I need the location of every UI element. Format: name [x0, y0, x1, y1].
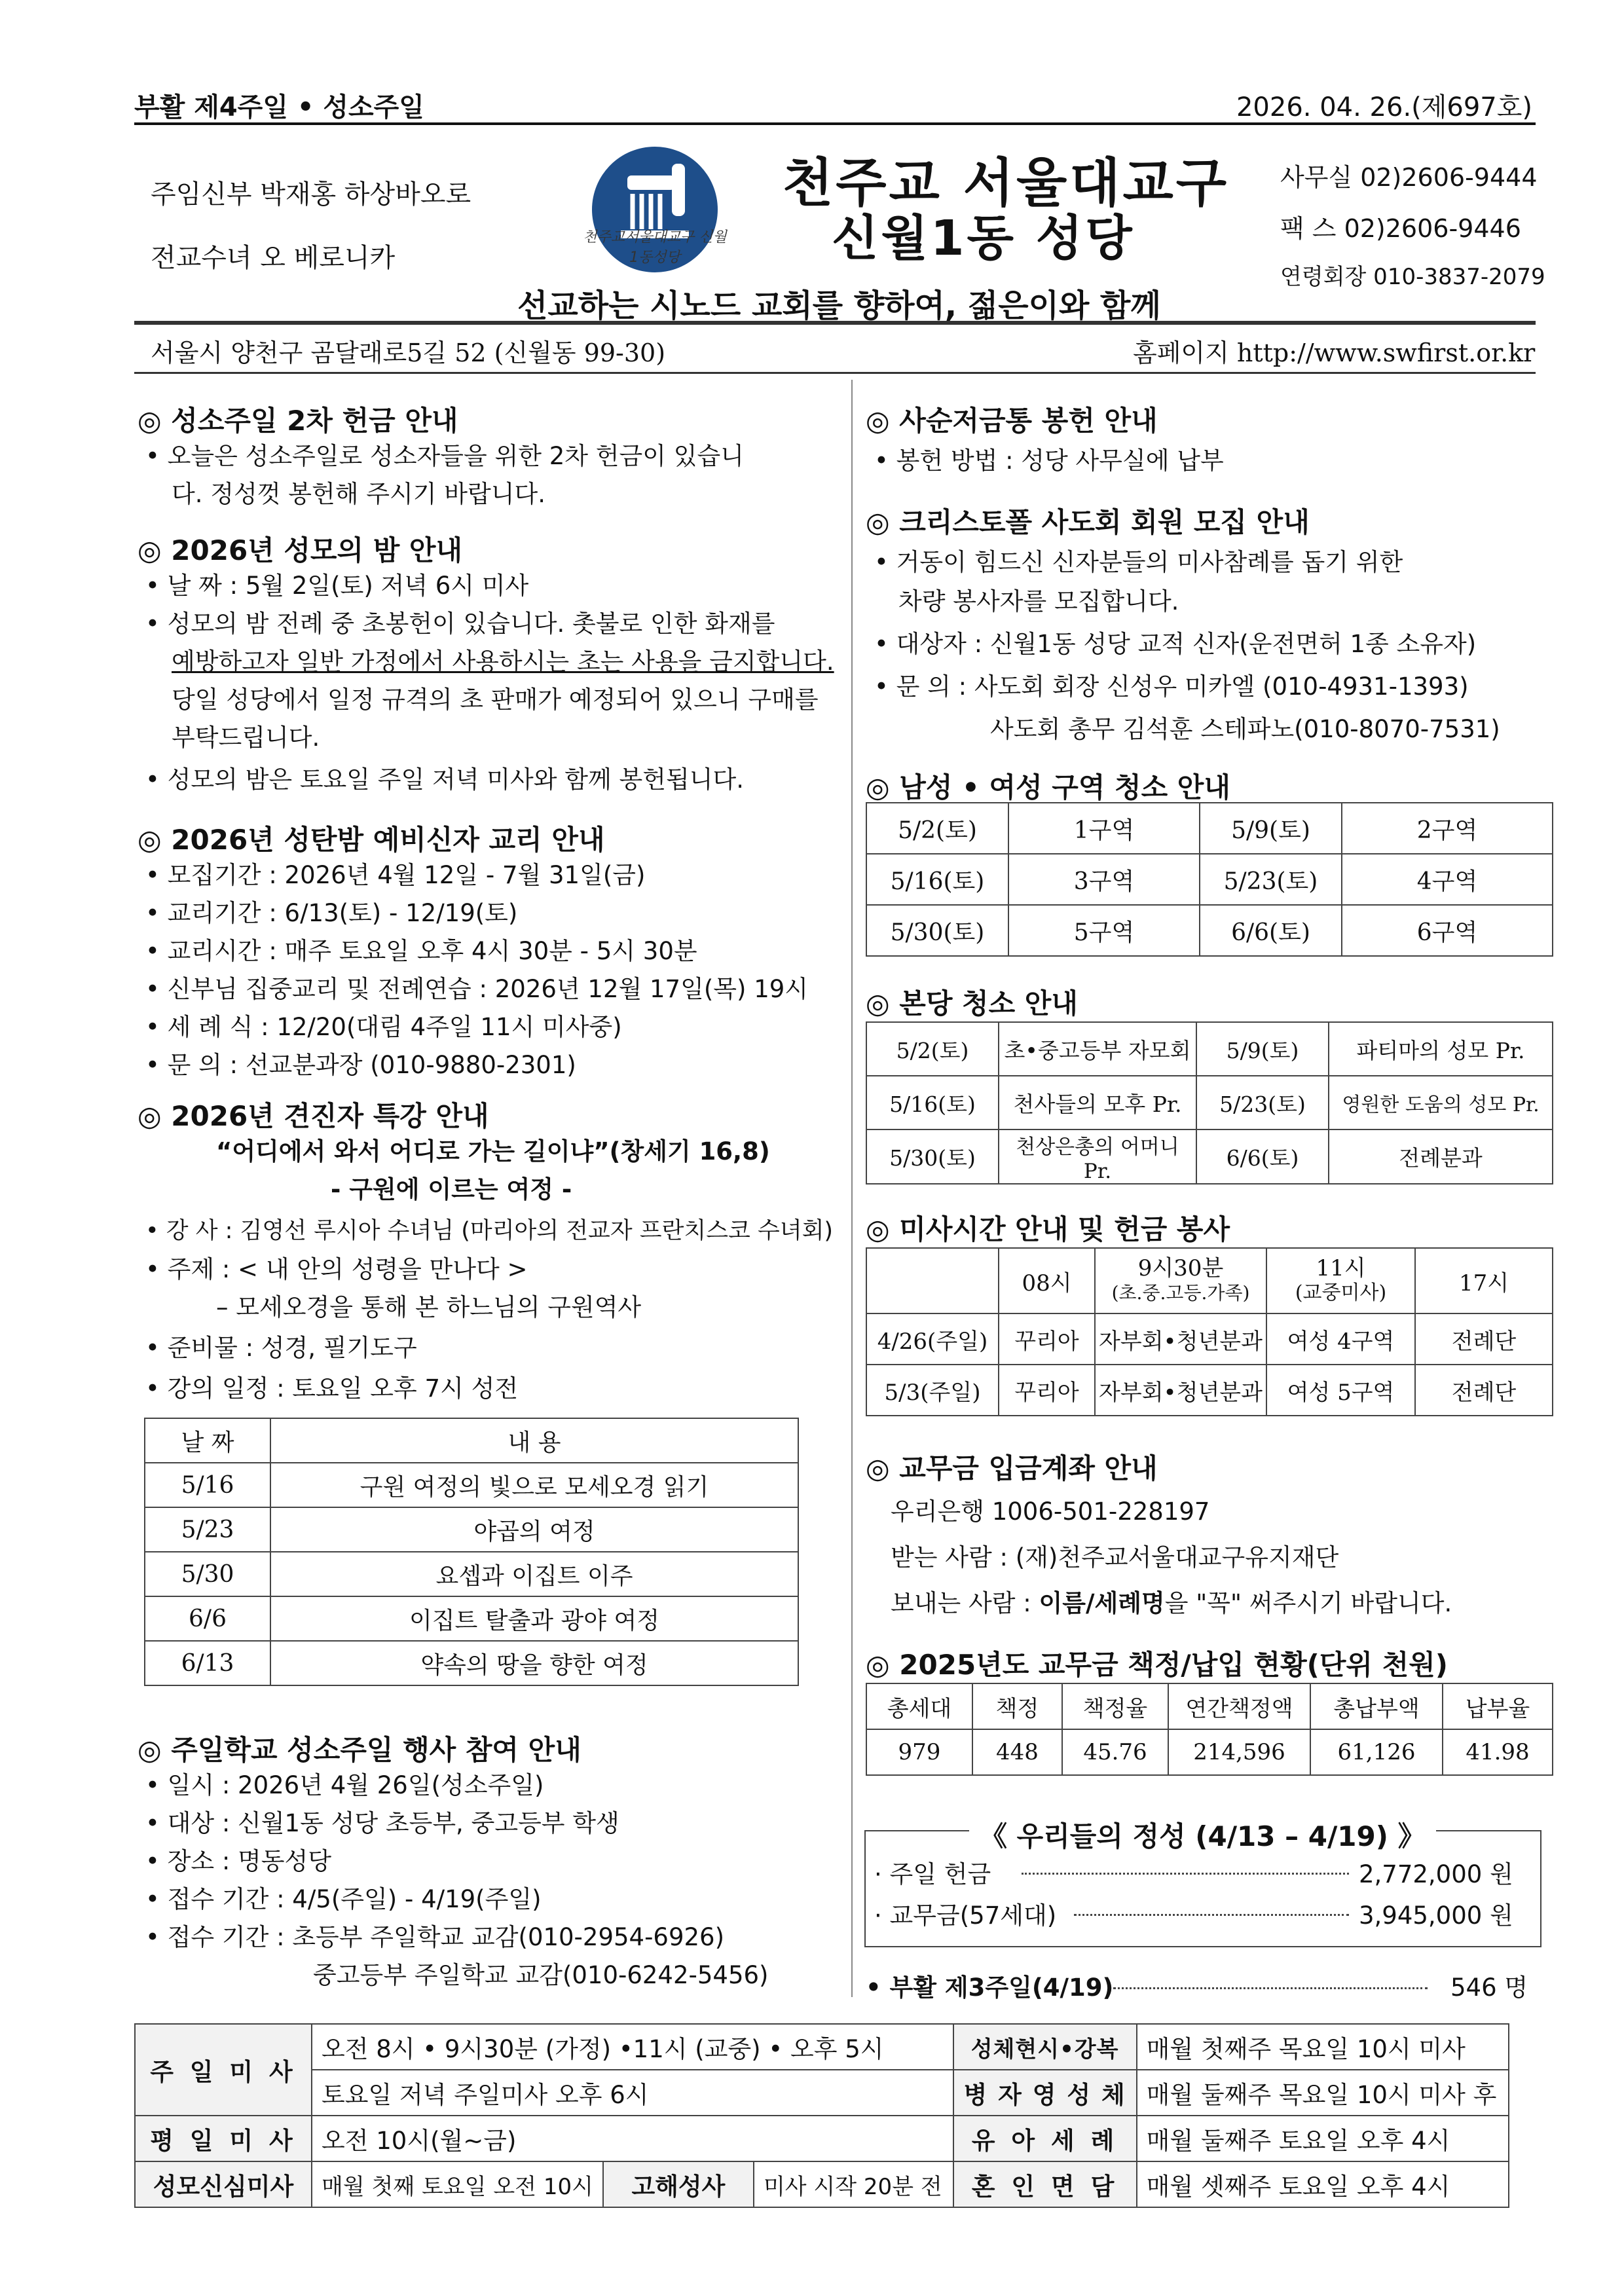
- text-line: • 강 사 : 김영선 루시아 수녀님 (마리아의 전교자 프란치스코 수녀회): [145, 1218, 834, 1244]
- sick-communion-time: 매월 둘째주 목요일 10시 미사 후: [1137, 2070, 1509, 2116]
- table-cell: 천상은총의 어머니 Pr.: [999, 1129, 1196, 1184]
- section-title: ◎ 성소주일 2차 헌금 안내: [138, 405, 458, 437]
- sunday-mass-times: 오전 8시 • 9시30분 (가정) •11시 (교중) • 오후 5시: [312, 2024, 953, 2070]
- attendance-value: 546 명: [1450, 1974, 1528, 2002]
- text-line: • 강의 일정 : 토요일 오후 7시 성전: [145, 1374, 519, 1403]
- infant-baptism-time: 매월 둘째주 토요일 오후 4시: [1137, 2116, 1509, 2161]
- table-cell: 5/9(토): [1200, 803, 1342, 854]
- slogan: 선교하는 시노드 교회를 향하여, 젊은이와 함께: [517, 287, 1161, 324]
- lecture-schedule-table: [144, 1418, 799, 1686]
- table-row: [866, 1129, 1553, 1184]
- text-line: 사도회 총무 김석훈 스테파노(010-8070-7531): [990, 715, 1500, 743]
- table-cell: 979: [866, 1729, 972, 1775]
- table-header: 내 용: [270, 1418, 798, 1463]
- table-header: 08시: [999, 1248, 1095, 1313]
- church-cleaning-table: [866, 1021, 1553, 1184]
- office-phone: 사무실 02)2606-9444: [1280, 163, 1538, 192]
- table-cell: 5/23(토): [1200, 854, 1342, 905]
- text-line: • 일시 : 2026년 4월 26일(성소주일): [145, 1771, 544, 1799]
- table-cell: 5구역: [1008, 905, 1200, 956]
- section-title: ◎ 2026년 성모의 밤 안내: [138, 534, 463, 566]
- text-line: 부탁드립니다.: [172, 724, 320, 752]
- divider: [134, 321, 1536, 325]
- table-cell: 야곱의 여정: [270, 1507, 798, 1552]
- table-header-row: [866, 1248, 1553, 1313]
- text-line: 다. 정성껏 봉헌해 주시기 바랍니다.: [172, 480, 545, 508]
- text-line: • 교리시간 : 매주 토요일 오후 4시 30분 - 5시 30분: [145, 937, 697, 965]
- table-row: [135, 2024, 1509, 2070]
- pastor-name: 주임신부 박재홍 하상바오로: [151, 179, 471, 210]
- marriage-heading: 혼 인 면 담: [953, 2161, 1137, 2207]
- table-header: [866, 1248, 999, 1313]
- text-line: • 대상 : 신월1동 성당 초등부, 중고등부 학생: [145, 1809, 619, 1837]
- offering-value: 3,945,000 원: [1359, 1901, 1513, 1930]
- adoration-heading: 성체현시•강복: [953, 2024, 1137, 2070]
- text-line: • 교리기간 : 6/13(토) - 12/19(토): [145, 899, 518, 927]
- table-cell: 5/16(토): [866, 854, 1008, 905]
- text-line: • 성모의 밤은 토요일 주일 저녁 미사와 함께 봉헌됩니다.: [145, 765, 744, 794]
- attendance-label: • 부활 제3주일(4/19): [866, 1974, 1114, 2002]
- table-row: [866, 854, 1553, 905]
- section-title: ◎ 2025년도 교무금 책정/납입 현황(단위 천원): [866, 1649, 1448, 1681]
- text-line: • 봉헌 방법 : 성당 사무실에 납부: [874, 447, 1224, 475]
- section-title: ◎ 크리스토폴 사도회 회원 모집 안내: [866, 506, 1310, 538]
- issue-week: 부활 제4주일 • 성소주일: [134, 92, 424, 122]
- table-cell: 5/9(토): [1196, 1022, 1329, 1076]
- text-line: • 거동이 힘드신 신자분들의 미사참례를 돕기 위한: [874, 548, 1403, 576]
- table-cell: 꾸리아: [999, 1365, 1095, 1416]
- logo-caption: 천주교서울대교구 신월1동성당: [583, 229, 727, 266]
- confession-heading: 고해성사: [603, 2161, 754, 2207]
- text-line: • 문 의 : 사도회 회장 신성우 미카엘 (010-4931-1393): [874, 672, 1469, 701]
- table-header: 총세대: [866, 1683, 972, 1729]
- table-cell: 초•중고등부 자모회: [999, 1022, 1196, 1076]
- table-row: [145, 1641, 798, 1685]
- table-cell: 41.98: [1443, 1729, 1553, 1775]
- table-row: [866, 1365, 1553, 1416]
- text-line: • 주제 : < 내 안의 성령을 만나다 >: [145, 1255, 528, 1283]
- table-cell: 6/6(토): [1200, 905, 1342, 956]
- table-cell: 5/16(토): [866, 1076, 999, 1129]
- table-header: 연간책정액: [1168, 1683, 1310, 1729]
- tithe-status-table: [866, 1683, 1553, 1776]
- table-row: [866, 1022, 1553, 1076]
- table-row: [145, 1507, 798, 1552]
- table-header: 11시 (교중미사): [1266, 1248, 1415, 1313]
- section-title: ◎ 2026년 견진자 특강 안내: [138, 1100, 489, 1132]
- marian-mass-heading: 성모신심미사: [135, 2161, 312, 2207]
- table-row: [866, 1729, 1553, 1775]
- dot-leader: [1113, 1987, 1428, 1989]
- infant-baptism-heading: 유 아 세 례: [953, 2116, 1137, 2161]
- table-cell: 여성 5구역: [1266, 1365, 1415, 1416]
- table-header: 책정율: [1062, 1683, 1168, 1729]
- table-row: [866, 803, 1553, 854]
- section-title: ◎ 미사시간 안내 및 헌금 봉사: [866, 1213, 1230, 1245]
- table-cell: 이집트 탈출과 광야 여정: [270, 1596, 798, 1641]
- table-cell: 파티마의 성모 Pr.: [1329, 1022, 1553, 1076]
- table-cell: 4구역: [1342, 854, 1553, 905]
- table-header: 날 짜: [145, 1418, 270, 1463]
- table-cell: 전례분과: [1329, 1129, 1553, 1184]
- table-cell: 61,126: [1310, 1729, 1443, 1775]
- offering-label: · 교무금(57세대): [874, 1901, 1057, 1930]
- table-cell: 5/3(주일): [866, 1365, 999, 1416]
- sunday-mass-heading: 주 일 미 사: [135, 2024, 312, 2116]
- divider: [134, 122, 1536, 125]
- marriage-time: 매월 셋째주 토요일 오후 4시: [1137, 2161, 1509, 2207]
- table-cell: 4/26(주일): [866, 1313, 999, 1365]
- text-line: 차량 봉사자를 모집합니다.: [898, 587, 1179, 615]
- weekday-mass-time: 오전 10시(월~금): [312, 2116, 953, 2161]
- text-line: • 날 짜 : 5월 2일(토) 저녁 6시 미사: [145, 572, 529, 600]
- text-line: • 접수 기간 : 초등부 주일학교 교감(010-2954-6926): [145, 1923, 725, 1951]
- text-line: • 신부님 집중교리 및 전례연습 : 2026년 12월 17일(목) 19시: [145, 975, 809, 1003]
- table-cell: 5/2(토): [866, 803, 1008, 854]
- text-line: 예방하고자 일반 가정에서 사용하시는 초는 사용을 금지합니다.: [172, 648, 834, 676]
- table-cell: 6/6: [145, 1596, 270, 1641]
- mass-service-table: [866, 1247, 1553, 1416]
- table-cell: 6구역: [1342, 905, 1553, 956]
- table-cell: 꾸리아: [999, 1313, 1095, 1365]
- weekday-mass-heading: 평 일 미 사: [135, 2116, 312, 2161]
- table-row: [866, 1076, 1553, 1129]
- bank-account: 우리은행 1006-501-228197: [891, 1497, 1210, 1526]
- text-line: 중고등부 주일학교 교감(010-6242-5456): [313, 1961, 769, 1989]
- marian-mass-time: 매월 첫째 토요일 오전 10시: [312, 2161, 603, 2207]
- text-line: • 모집기간 : 2026년 4월 12일 - 7월 31일(금): [145, 861, 646, 889]
- offering-title: 《 우리들의 정성 (4/13 – 4/19) 》: [969, 1815, 1436, 1854]
- table-cell: 천사들의 모후 Pr.: [999, 1076, 1196, 1129]
- table-row: [145, 1463, 798, 1507]
- text-line: – 모세오경을 통해 본 하느님의 구원역사: [216, 1293, 642, 1321]
- table-cell: 6/13: [145, 1641, 270, 1685]
- table-row: [145, 1596, 798, 1641]
- sister-name: 전교수녀 오 베로니카: [151, 243, 396, 273]
- offering-value: 2,772,000 원: [1359, 1860, 1513, 1888]
- table-cell: 영원한 도움의 성모 Pr.: [1329, 1076, 1553, 1129]
- adoration-time: 매월 첫째주 목요일 10시 미사: [1137, 2024, 1509, 2070]
- table-cell: 5/23: [145, 1507, 270, 1552]
- table-row: [145, 1552, 798, 1596]
- section-title: ◎ 사순저금통 봉헌 안내: [866, 405, 1158, 437]
- quote-line: “어디에서 와서 어디로 가는 길이냐”(창세기 16,8): [216, 1137, 770, 1166]
- section-title: ◎ 남성 • 여성 구역 청소 안내: [866, 771, 1230, 803]
- section-title: ◎ 교무금 입금계좌 안내: [866, 1452, 1158, 1484]
- table-cell: 6/6(토): [1196, 1129, 1329, 1184]
- confession-time: 미사 시작 20분 전: [754, 2161, 953, 2207]
- table-cell: 자부회•청년분과: [1095, 1365, 1266, 1416]
- table-row: [135, 2070, 1509, 2116]
- table-cell: 5/2(토): [866, 1022, 999, 1076]
- table-cell: 448: [972, 1729, 1062, 1775]
- column-divider: [851, 380, 853, 1997]
- table-cell: 5/30(토): [866, 905, 1008, 956]
- diocese-name: 천주교 서울대교구: [783, 153, 1230, 213]
- council-phone: 연령회장 010-3837-2079: [1280, 264, 1545, 290]
- table-header-row: [866, 1683, 1553, 1729]
- table-header: 책정: [972, 1683, 1062, 1729]
- table-cell: 2구역: [1342, 803, 1553, 854]
- table-cell: 5/30: [145, 1552, 270, 1596]
- text-line: • 세 례 식 : 12/20(대림 4주일 11시 미사중): [145, 1013, 622, 1041]
- table-row: [135, 2116, 1509, 2161]
- text-line: 당일 성당에서 일정 규격의 초 판매가 예정되어 있으니 구매를: [172, 686, 819, 714]
- text-line: • 문 의 : 선교분과장 (010-9880-2301): [145, 1051, 576, 1079]
- table-header: 납부율: [1443, 1683, 1553, 1729]
- table-row: [135, 2161, 1509, 2207]
- homepage-link[interactable]: 홈페이지 http://www.swfirst.or.kr: [1133, 339, 1536, 367]
- table-cell: 5/23(토): [1196, 1076, 1329, 1129]
- text-line: • 성모의 밤 전례 중 초봉헌이 있습니다. 촛불로 인한 화재를: [145, 610, 775, 638]
- divider: [134, 372, 1536, 374]
- district-cleaning-table: [866, 802, 1553, 957]
- dot-leader: [1022, 1873, 1349, 1875]
- table-cell: 구원 여정의 빛으로 모세오경 읽기: [270, 1463, 798, 1507]
- table-cell: 5/16: [145, 1463, 270, 1507]
- section-title: ◎ 본당 청소 안내: [866, 987, 1078, 1019]
- table-cell: 5/30(토): [866, 1129, 999, 1184]
- fax-number: 팩 스 02)2606-9446: [1280, 214, 1521, 243]
- table-cell: 214,596: [1168, 1729, 1310, 1775]
- mass-schedule-table: [134, 2023, 1509, 2208]
- table-cell: 45.76: [1062, 1729, 1168, 1775]
- text-line: • 오늘은 성소주일로 성소자들을 위한 2차 헌금이 있습니: [145, 442, 745, 470]
- quote-subtitle: - 구원에 이르는 여정 -: [331, 1175, 572, 1203]
- table-cell: 약속의 땅을 향한 여정: [270, 1641, 798, 1685]
- sick-communion-heading: 병 자 영 성 체: [953, 2070, 1137, 2116]
- section-title: ◎ 2026년 성탄밤 예비신자 교리 안내: [138, 824, 605, 856]
- table-header: 17시: [1415, 1248, 1553, 1313]
- text-line: • 대상자 : 신월1동 성당 교적 신자(운전면허 1종 소유자): [874, 630, 1477, 658]
- saturday-mass-time: 토요일 저녁 주일미사 오후 6시: [312, 2070, 953, 2116]
- table-cell: 3구역: [1008, 854, 1200, 905]
- offering-label: · 주일 헌금: [874, 1860, 991, 1888]
- sender-note: 보내는 사람 : 이름/세례명을 "꼭" 써주시기 바랍니다.: [891, 1589, 1452, 1617]
- table-cell: 전례단: [1415, 1313, 1553, 1365]
- dot-leader: [1074, 1914, 1349, 1916]
- text-line: • 접수 기간 : 4/5(주일) - 4/19(주일): [145, 1885, 542, 1913]
- table-row: [866, 1313, 1553, 1365]
- table-cell: 자부회•청년분과: [1095, 1313, 1266, 1365]
- table-header: 9시30분 (초.중.고등.가족): [1095, 1248, 1266, 1313]
- issue-date: 2026. 04. 26.(제697호): [1236, 92, 1532, 122]
- address: 서울시 양천구 곰달래로5길 52 (신월동 99-30): [151, 339, 666, 367]
- parish-name: 신월1동 성당: [832, 210, 1135, 266]
- table-header: 총납부액: [1310, 1683, 1443, 1729]
- section-title: ◎ 주일학교 성소주일 행사 참여 안내: [138, 1734, 581, 1766]
- text-line: • 준비물 : 성경, 필기도구: [145, 1334, 417, 1362]
- table-row: [866, 905, 1553, 956]
- table-cell: 여성 4구역: [1266, 1313, 1415, 1365]
- table-cell: 요셉과 이집트 이주: [270, 1552, 798, 1596]
- table-cell: 전례단: [1415, 1365, 1553, 1416]
- table-cell: 1구역: [1008, 803, 1200, 854]
- text-line: • 장소 : 명동성당: [145, 1847, 332, 1875]
- recipient: 받는 사람 : (재)천주교서울대교구유지재단: [891, 1543, 1339, 1571]
